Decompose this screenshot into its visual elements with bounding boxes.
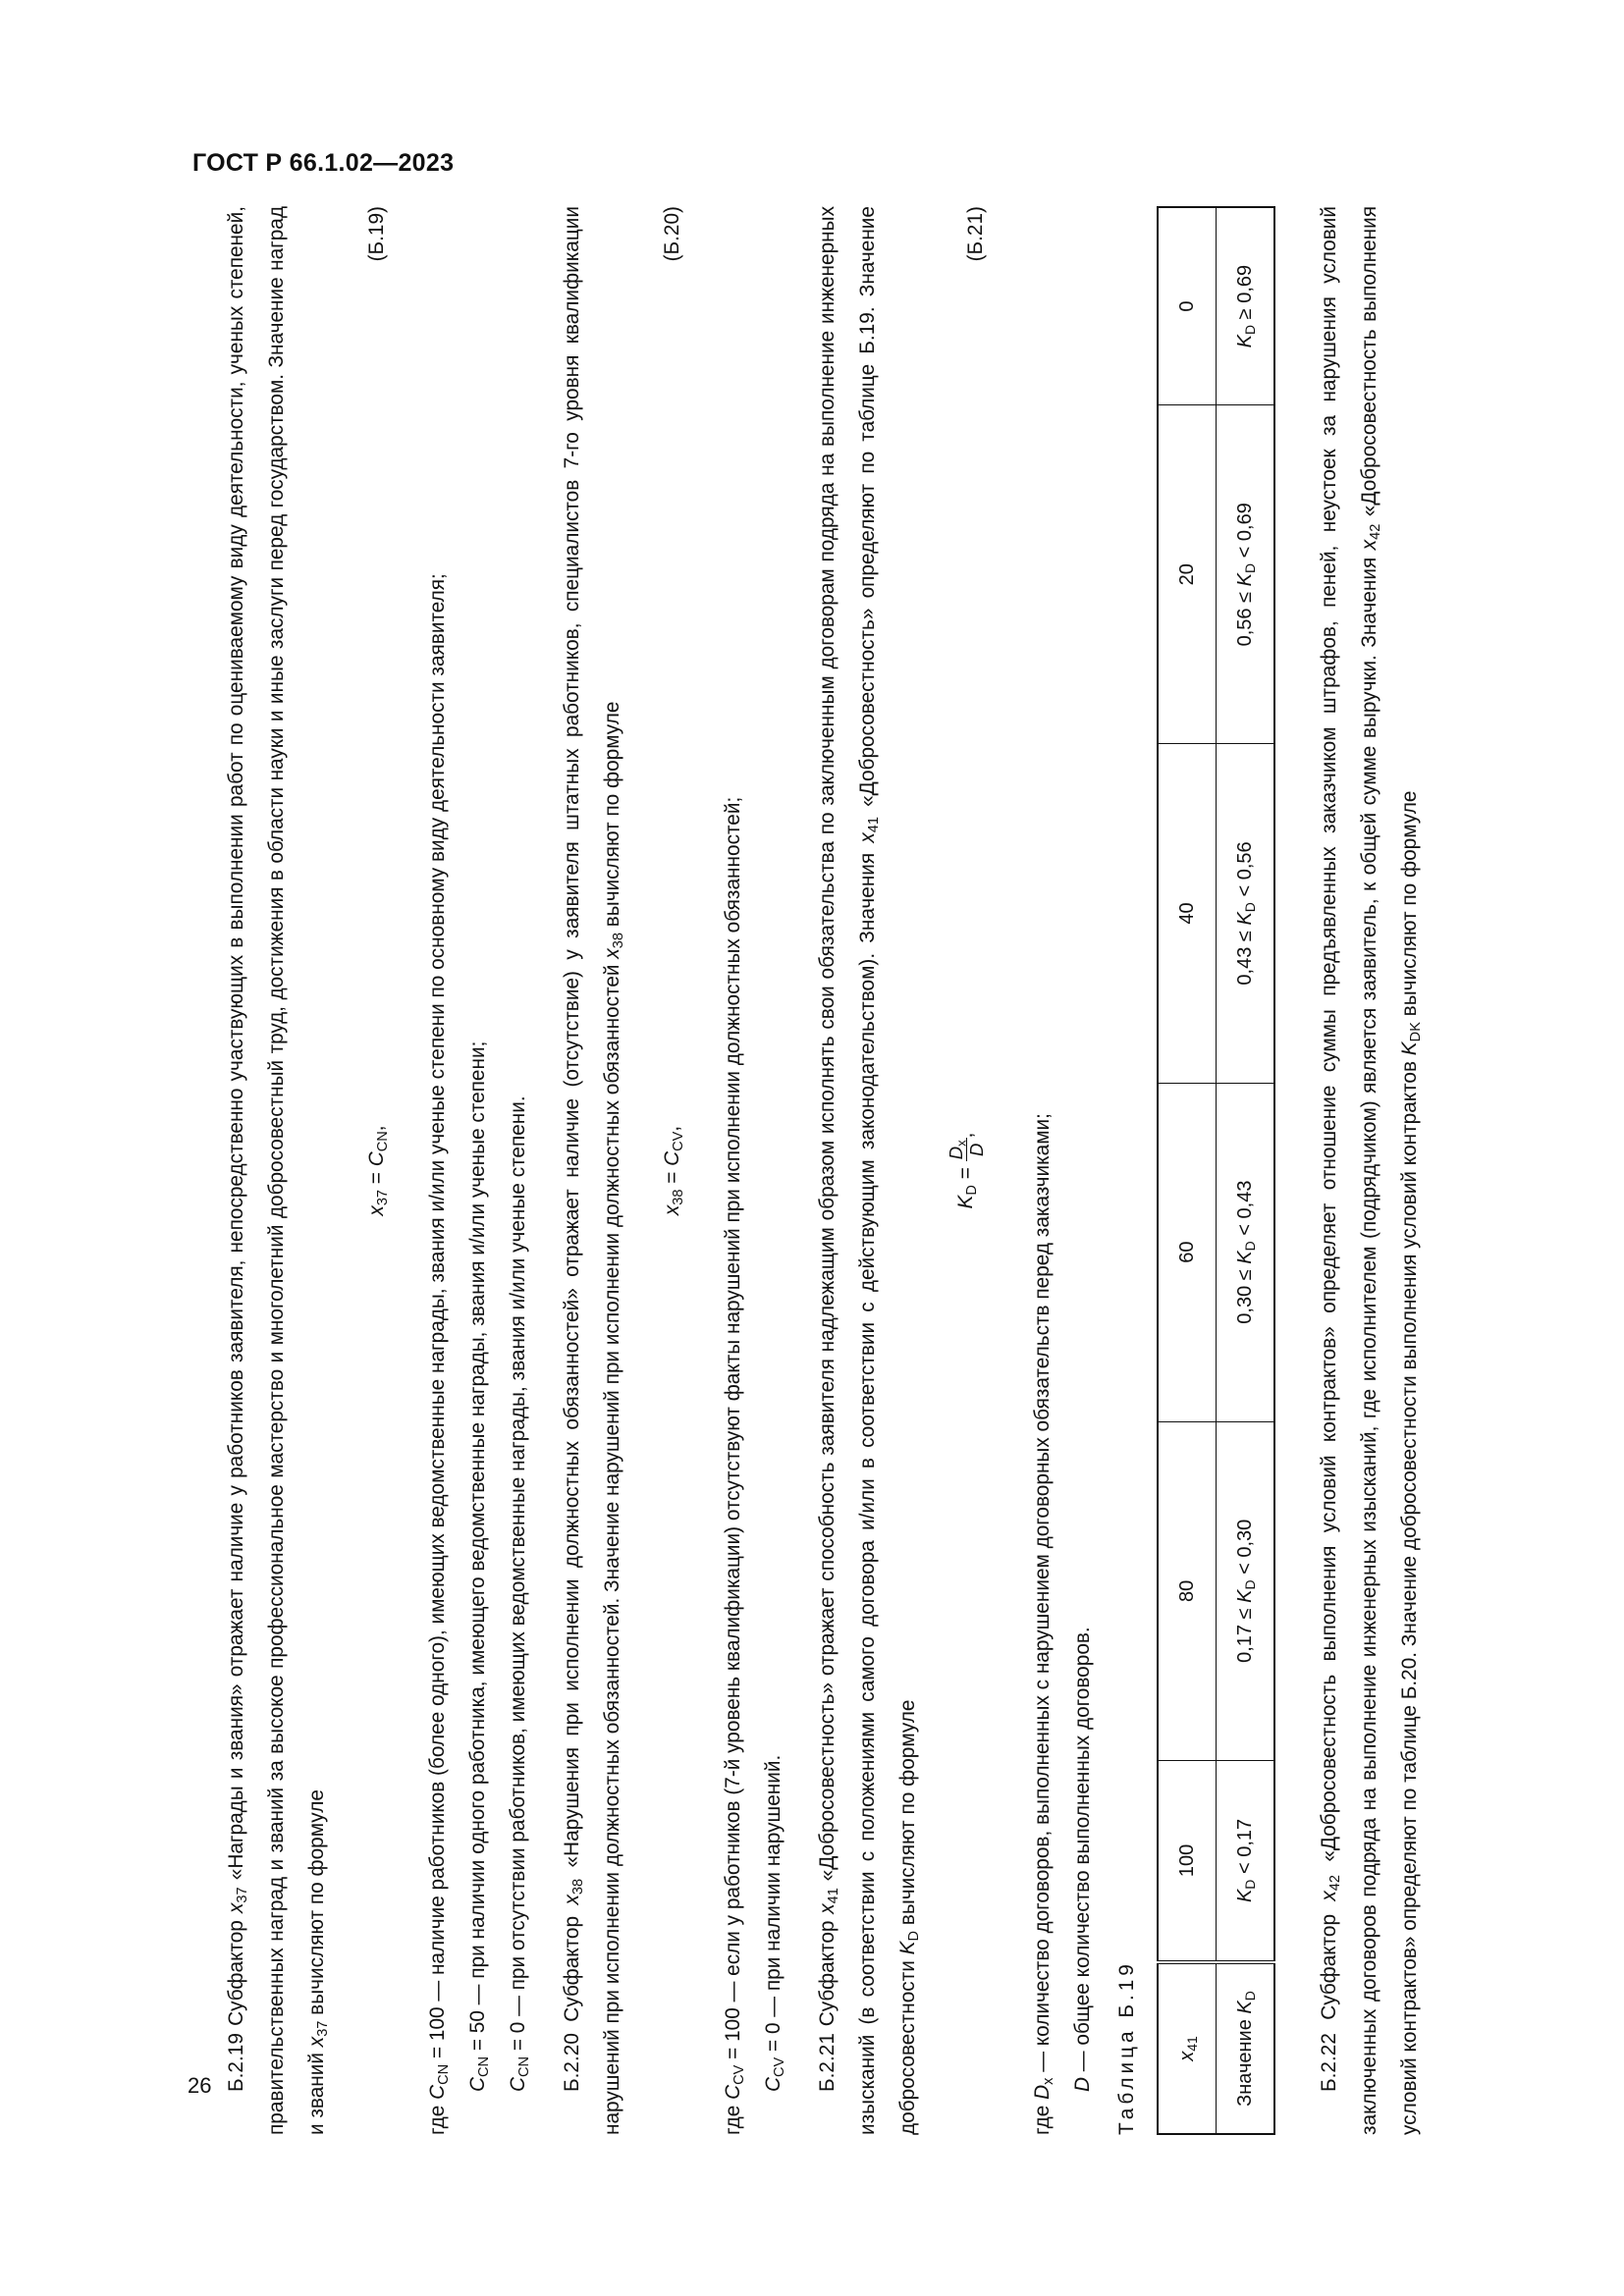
formula-b19 bbox=[337, 206, 417, 2135]
table-cell: 20 bbox=[1158, 405, 1217, 744]
cell-text: < 0,30 bbox=[1234, 1519, 1256, 1580]
cell-var: K bbox=[1234, 573, 1256, 587]
subscript: D bbox=[1241, 1991, 1258, 2002]
variable-k: K bbox=[1398, 1041, 1421, 1056]
paragraph-text: Б.2.20 Субфактор bbox=[561, 1904, 583, 2092]
table-cell: 100 bbox=[1158, 1760, 1217, 1962]
where-word: где bbox=[722, 2099, 744, 2135]
subscript: x bbox=[954, 1140, 970, 1147]
formula-b21 bbox=[928, 206, 1022, 2135]
subscript: D bbox=[964, 1185, 981, 1196]
formula-rhs: C bbox=[365, 1151, 388, 1167]
def-value: = 0 — bbox=[762, 1996, 785, 2057]
definition-item bbox=[753, 206, 793, 2135]
page-number: 26 bbox=[188, 2073, 212, 2098]
def-var: D bbox=[1071, 2076, 1094, 2092]
header-text: Значение bbox=[1234, 2013, 1256, 2107]
paragraph-text: вычисляют по формуле bbox=[1398, 790, 1421, 1023]
table-cell bbox=[1217, 1421, 1275, 1760]
denominator-var: D bbox=[966, 1143, 987, 1157]
header-var: x bbox=[1176, 2051, 1198, 2061]
subscript: CN bbox=[476, 2056, 493, 2077]
where-word: где bbox=[426, 2099, 449, 2135]
cell-var: K bbox=[1234, 1251, 1256, 1264]
variable-x: x bbox=[1318, 1891, 1340, 1901]
table-cell: 60 bbox=[1158, 1083, 1217, 1421]
cell-var: K bbox=[1234, 335, 1256, 348]
table-row bbox=[1217, 207, 1275, 2134]
formula-punct: , bbox=[954, 1132, 977, 1139]
paragraph-b221 bbox=[807, 206, 928, 2135]
paragraph-text: «Добросовестность выполнения условий контрактов» определяют по таблице Б.20. Значение добросовестности выполнения условий контрактов bbox=[1358, 205, 1421, 2135]
cell-text: 0,43 ≤ bbox=[1234, 925, 1256, 986]
table-cell bbox=[1217, 405, 1275, 744]
paragraph-text: вычисляют по формуле bbox=[896, 1699, 919, 1931]
formula-number: (Б.19) bbox=[365, 206, 388, 262]
equals-sign: = bbox=[661, 1165, 683, 1190]
subscript: 37 bbox=[315, 2020, 332, 2037]
def-value: = 100 — bbox=[426, 1980, 449, 2064]
subscript: D bbox=[906, 1930, 923, 1942]
table-cell: 40 bbox=[1158, 744, 1217, 1083]
variable-x: x bbox=[305, 2036, 328, 2048]
paragraph-text: Б.2.22 Субфактор bbox=[1318, 1900, 1340, 2092]
table-cell: 80 bbox=[1158, 1421, 1217, 1760]
subscript: CN bbox=[436, 2063, 453, 2085]
paragraph-text: вычисляют по формуле bbox=[601, 701, 623, 934]
def-text: наличие работников (более одного), имеющих ведомственные награды, звания и/или ученые степени по основному виду деятельности заявителя; bbox=[426, 573, 449, 1981]
subscript: D bbox=[1241, 1879, 1258, 1890]
table-row bbox=[1158, 207, 1217, 2134]
definition-item bbox=[417, 206, 458, 2135]
paragraph-text: «Добросовестность» отражает способность заявителя надлежащим образом исполнять свои обязательства по заключенным договорам подряда на выполнение инженерных изысканий (в соответствии с положениями самого договора и/или в соответствии с действующим законодательством). Значения bbox=[816, 206, 879, 2135]
table-header-cell bbox=[1158, 1962, 1217, 2134]
subscript: 37 bbox=[235, 1887, 251, 1903]
cell-var: K bbox=[1234, 912, 1256, 926]
subscript: CV bbox=[772, 2056, 788, 2077]
definition-item bbox=[713, 206, 753, 2135]
subscript: CV bbox=[731, 2064, 748, 2085]
cell-var: K bbox=[1234, 1889, 1256, 1903]
subscript: CN bbox=[516, 2056, 533, 2077]
subscript: D bbox=[1241, 902, 1258, 913]
paragraph-b220 bbox=[552, 206, 632, 2135]
variable-k: K bbox=[896, 1941, 919, 1955]
paragraph-text: Б.2.21 Субфактор bbox=[816, 1913, 839, 2092]
formula-b20 bbox=[632, 206, 713, 2135]
def-value: = 0 — bbox=[507, 1996, 529, 2056]
subscript: DK bbox=[1408, 1022, 1425, 1042]
definition-item bbox=[1062, 206, 1103, 2135]
definition-item bbox=[458, 206, 498, 2135]
variable-x: x bbox=[1358, 539, 1380, 551]
variable-x: x bbox=[816, 1903, 839, 1914]
cell-text: ≥ 0,69 bbox=[1234, 264, 1256, 325]
where-word: где bbox=[1031, 2099, 1054, 2135]
equals-sign: = bbox=[954, 1161, 977, 1186]
subscript: CV bbox=[671, 1131, 687, 1151]
def-var: C bbox=[722, 2084, 744, 2100]
subscript: 42 bbox=[1327, 1875, 1344, 1892]
equals-sign: = bbox=[365, 1166, 388, 1190]
cell-text: < 0,56 bbox=[1234, 841, 1256, 903]
paragraph-text: «Нарушения при исполнении должностных обязанностей» отражает наличие (отсутствие) у заявителя штатных работников, специалистов 7-го уровня квалификации нарушений при исполнении должностных обязанностей. Значение нарушений при исполнении должностных обязанностей bbox=[561, 206, 623, 2135]
variable-x: x bbox=[601, 948, 623, 959]
variable-x: x bbox=[856, 832, 879, 843]
cell-text: < 0,17 bbox=[1234, 1818, 1256, 1880]
def-text: при наличии нарушений. bbox=[762, 1754, 785, 1997]
subscript: 41 bbox=[866, 817, 883, 833]
table-cell bbox=[1217, 744, 1275, 1083]
subscript: 38 bbox=[611, 933, 627, 949]
def-var: C bbox=[426, 2084, 449, 2100]
fraction-denominator bbox=[967, 1138, 987, 1161]
variable-x: x bbox=[561, 1895, 583, 1905]
table-header-cell bbox=[1217, 1962, 1275, 2134]
paragraph-b222 bbox=[1309, 206, 1430, 2135]
subscript: D bbox=[1241, 1241, 1258, 1252]
def-value: = 100 — bbox=[722, 1981, 744, 2065]
table-cell: 0 bbox=[1158, 207, 1217, 405]
table-caption: Таблица Б.19 bbox=[1115, 1960, 1138, 2135]
definition-item bbox=[498, 206, 538, 2135]
def-text: — общее количество выполненных договоров. bbox=[1071, 1627, 1094, 2077]
subscript: 41 bbox=[1183, 2036, 1200, 2052]
rotated-page-content bbox=[216, 206, 1532, 2135]
definition-item bbox=[1022, 206, 1062, 2135]
subscript: D bbox=[1241, 562, 1258, 574]
paragraph-text: вычисляют по формуле bbox=[305, 1789, 328, 2021]
cell-text: < 0,43 bbox=[1234, 1180, 1256, 1242]
def-text: при отсутствии работников, имеющих ведомственные награды, звания и/или ученые степени. bbox=[507, 1095, 529, 1997]
def-text: если у работников (7-й уровень квалификации) отсутствуют факты нарушений при исполнении должностных обязанностей; bbox=[722, 796, 744, 1982]
fraction bbox=[947, 1138, 986, 1161]
formula-number: (Б.20) bbox=[661, 206, 683, 262]
formula-lhs: x bbox=[661, 1204, 683, 1216]
fraction-numerator bbox=[946, 1138, 970, 1161]
table-cell bbox=[1217, 207, 1275, 405]
paragraph-text: «Добросовестность выполнения условий контрактов» определяет отношение суммы предъявленных заказчиком штрафов, пеней, неустоек за нарушения условий заключенных договоров подряда на выполнение инженерных изысканий, где исполнителем (подрядчиком) является заявитель, к общей сумме выручки. Значения bbox=[1318, 206, 1380, 2135]
def-var: C bbox=[507, 2076, 529, 2092]
cell-text: 0,30 ≤ bbox=[1234, 1263, 1256, 1324]
numerator-var: D bbox=[946, 1146, 967, 1160]
subscript: 37 bbox=[375, 1189, 392, 1206]
paragraph-text: «Награды и звания» отражает наличие у работников заявителя, непосредственно участвующих в выполнении работ по оцениваемому виду деятельности, ученых степеней, правительственных наград и званий за высокое профессиональное мастерство и многолетний добросовестный труд, достижения в области науки и иные заслуги перед государством. Значение наград и званий bbox=[225, 206, 328, 2135]
def-var: C bbox=[466, 2076, 489, 2092]
def-var: C bbox=[762, 2076, 785, 2092]
subscript: 42 bbox=[1368, 523, 1384, 540]
cell-text: 0,17 ≤ bbox=[1234, 1602, 1256, 1663]
formula-lhs: K bbox=[954, 1195, 977, 1209]
variable-x: x bbox=[225, 1902, 247, 1913]
def-text: при наличии одного работника, имеющего ведомственные награды, звания и/или ученые степени; bbox=[466, 1041, 489, 1985]
paragraph-b219 bbox=[216, 206, 337, 2135]
formula-lhs: x bbox=[365, 1205, 388, 1216]
cell-var: K bbox=[1234, 1589, 1256, 1603]
cell-text: 0,56 ≤ bbox=[1234, 586, 1256, 647]
table-cell bbox=[1217, 1760, 1275, 1962]
table-cell bbox=[1217, 1083, 1275, 1421]
subscript: CN bbox=[375, 1131, 392, 1152]
document-header: ГОСТ Р 66.1.02—2023 bbox=[192, 149, 455, 177]
subscript: D bbox=[1241, 324, 1258, 335]
subscript: 41 bbox=[826, 1888, 842, 1904]
paragraph-text: «Добросовестность» определяют по таблице Б.19. Значение добросовестности bbox=[856, 206, 919, 2135]
subscript: x bbox=[1041, 2077, 1057, 2085]
subscript: 38 bbox=[671, 1189, 687, 1205]
formula-punct: , bbox=[365, 1125, 388, 1132]
def-text: — количество договоров, выполненных с нарушением договорных обязательств перед заказчиками; bbox=[1031, 1113, 1054, 2078]
cell-text: < 0,69 bbox=[1234, 503, 1256, 563]
subscript: D bbox=[1241, 1579, 1258, 1590]
header-var: K bbox=[1234, 2001, 1256, 2014]
paragraph-text: Б.2.19 Субфактор bbox=[225, 1912, 247, 2092]
formula-punct: , bbox=[661, 1125, 683, 1132]
formula-number: (Б.21) bbox=[964, 206, 987, 262]
def-value: = 50 — bbox=[466, 1984, 489, 2056]
def-var: D bbox=[1031, 2084, 1054, 2100]
subscript: 38 bbox=[570, 1878, 587, 1896]
table-b19 bbox=[1157, 206, 1275, 2135]
formula-rhs: C bbox=[661, 1150, 683, 1166]
